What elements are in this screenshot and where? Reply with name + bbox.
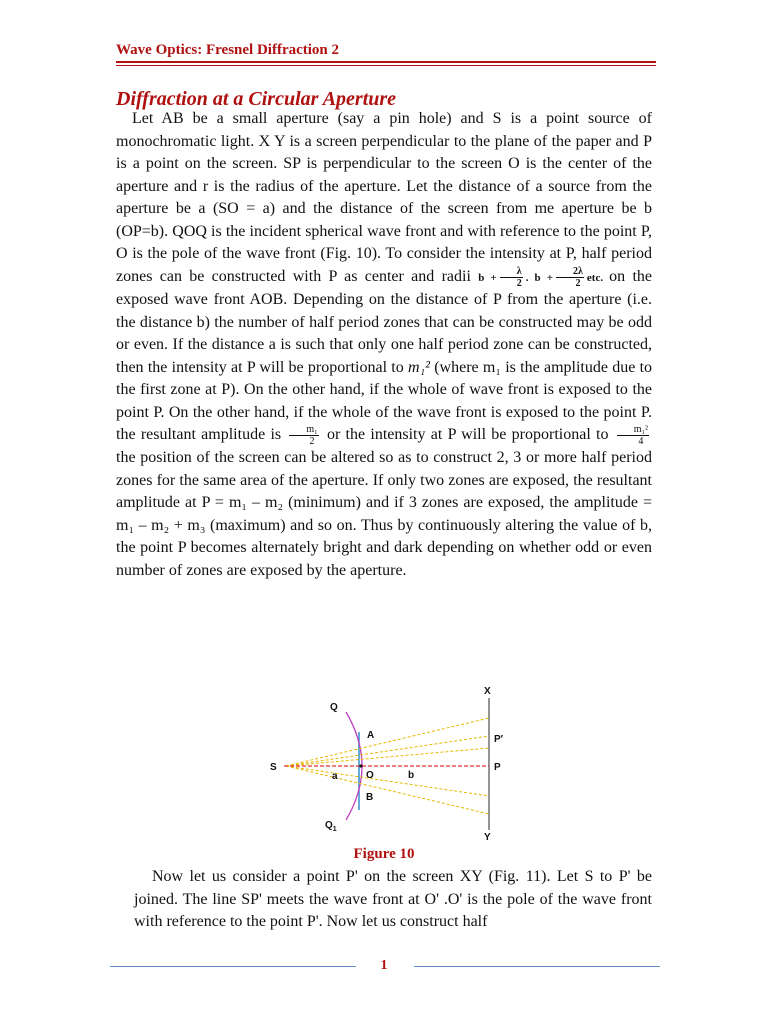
body-text-5: or the intensity at P will be proportional to <box>326 426 609 444</box>
body-paragraph <box>116 108 652 582</box>
label-x: X <box>484 686 491 697</box>
radii-fraction-1 <box>500 266 523 289</box>
m1-symbol: m₁ <box>482 358 501 376</box>
header-rule-thin <box>116 65 656 66</box>
ray-upper-outer <box>286 718 489 766</box>
label-p: P <box>494 762 501 773</box>
frac2-den: 4 <box>638 436 644 448</box>
ray-upper-inner <box>286 736 489 766</box>
point-o-dot <box>359 764 362 767</box>
label-a-point: A <box>367 730 375 741</box>
label-q1-sub: 1 <box>332 826 337 833</box>
label-y: Y <box>484 832 491 843</box>
radii-f2-num: 2λ <box>556 266 584 278</box>
page-number: 1 <box>380 958 388 973</box>
body-text-3: (where <box>434 358 479 376</box>
body-text-2: on the exposed wave front AOB. Depending on the distance of P from the aperture (i.e. the distance b) the number of half period zones that can be constructed may be odd or even. If the distance a is such that only one half period zone can be constructed, then the intensity at P will be proportional to <box>116 267 653 376</box>
intensity-fraction <box>617 424 649 447</box>
figure-circular-aperture <box>260 684 516 844</box>
label-q: Q <box>330 702 338 713</box>
radii-f2-den: 2 <box>575 278 581 290</box>
label-q1-main: Q <box>325 820 333 831</box>
ray-lower-inner <box>286 766 489 796</box>
header-rule-thick <box>116 61 656 63</box>
frac1-den: 2 <box>309 436 315 448</box>
body-text-1: Let AB be a small aperture (say a pin hole) and S is a point source of monochromatic light. X Y is a screen perpendicular to the plane of the paper and P is a point on the screen. SP is perpendicular to the screen O is the center of the aperture and r is the radius of the aperture. Let the distance of a source from the aperture be a (SO = a) and the distance of the screen from me aperture be b (OP=b). QOQ is the incident spherical wave front and with reference to the point P, O is the pole of the wave front (Fig. 10). To consider the intensity at P, half period zones can be constructed with P as center and radii <box>116 110 652 285</box>
section-title: Diffraction at a Circular Aperture <box>116 88 397 110</box>
frac1-num: m₁ <box>289 424 318 436</box>
body-text-6: the position of the screen can be altered so as to construct 2, 3 or more half period zones for the same area of the aperture. If only two zones are exposed, the resultant amplitude at P = m₁ – m₂ (minimum) and if 3 zones are exposed, the amplitude = m₁ – m₂ + m₃ (maximum) and so on. Thus by continuously altering the value of b, the point P becomes alternately bright and dark depending on whether odd or even number of zones are exposed by the aperture. <box>116 449 652 579</box>
radii-etc: etc. <box>586 271 604 284</box>
label-o: O <box>366 770 374 781</box>
body-text-4: is the amplitude due to the first zone at P). On the other hand, if the whole of wave front is exposed to the point P. On the other hand, if the whole of the wave front is exposed to the point P. the resultant amplitude is <box>116 358 653 444</box>
body-paragraph-2 <box>134 866 652 934</box>
label-b-distance: b <box>408 770 415 781</box>
radii-f1-den: 2 <box>516 278 522 290</box>
ray-lower-outer <box>286 766 489 814</box>
figure-caption: Figure 10 <box>353 846 415 862</box>
label-a-distance: a <box>332 771 338 782</box>
label-q1 <box>325 820 337 833</box>
radii-fraction-2 <box>556 266 584 289</box>
amplitude-fraction <box>289 424 318 447</box>
radii-b2: . b + <box>525 271 553 284</box>
label-s: S <box>270 762 277 773</box>
radii-b1: b + <box>478 271 497 284</box>
radii-expression <box>478 266 609 290</box>
body-text-7: Now let us consider a point P' on the screen XY (Fig. 11). Let S to P' be joined. The line SP' meets the wave front at O' .O' is the pole of the wave front with reference to the point P'. Now let us construct half <box>134 868 652 930</box>
frac2-num: m₁² <box>617 424 649 436</box>
radii-f1-num: λ <box>500 266 523 278</box>
m1-squared: m₁² <box>408 358 430 376</box>
label-b-point: B <box>366 792 374 803</box>
running-title: Wave Optics: Fresnel Diffraction 2 <box>116 42 340 58</box>
label-p-prime: P′ <box>494 734 504 745</box>
